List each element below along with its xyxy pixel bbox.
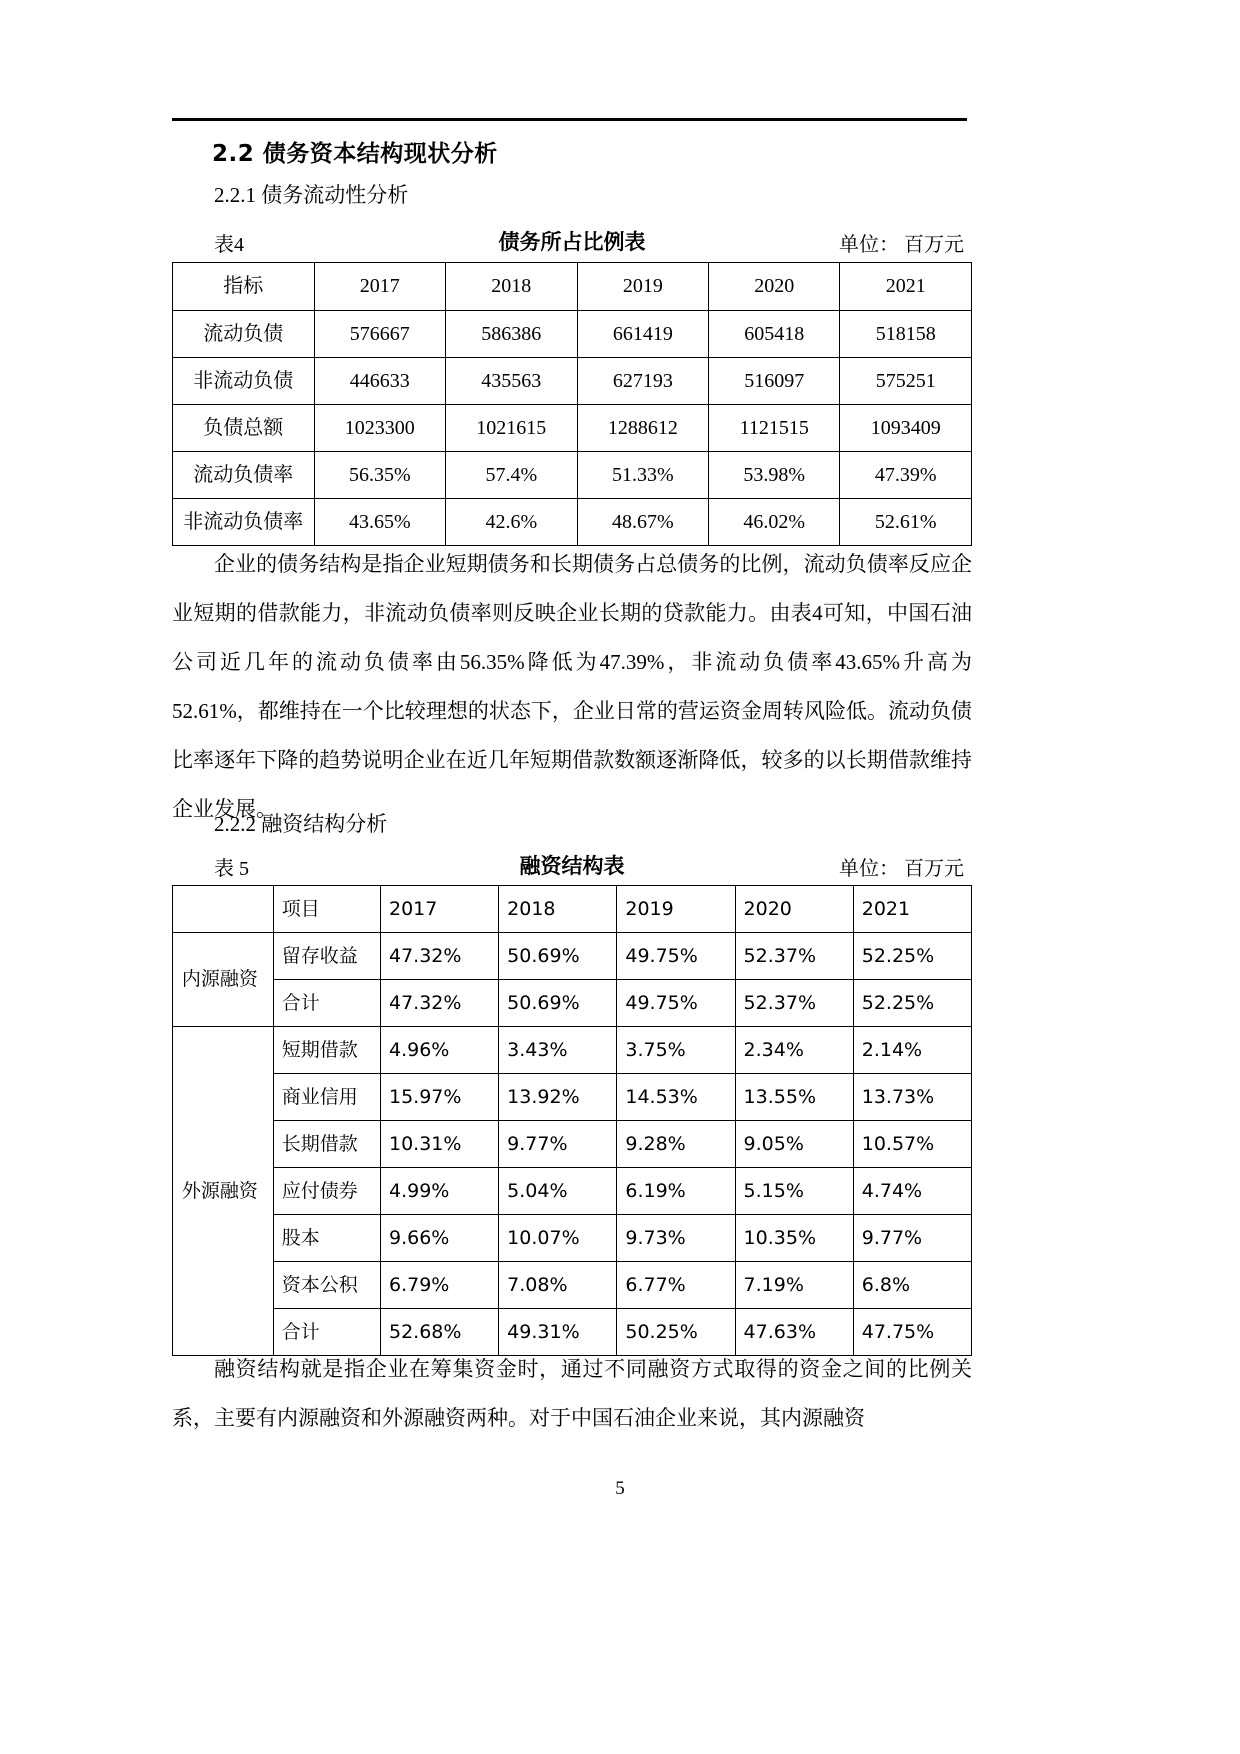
table4-cell: 57.4% <box>446 452 578 499</box>
table5-cell: 6.79% <box>380 1262 498 1309</box>
table5-cell: 47.32% <box>380 933 498 980</box>
table-debt-ratio-body <box>173 263 972 546</box>
table-row <box>173 1027 972 1074</box>
table4-cell: 446633 <box>314 358 446 405</box>
table-row <box>173 1262 972 1309</box>
table5-cell: 3.43% <box>499 1027 617 1074</box>
table5-cell: 52.37% <box>735 933 853 980</box>
table5-cell: 9.05% <box>735 1121 853 1168</box>
table5-header-cell: 2019 <box>617 886 735 933</box>
table5-cell: 15.97% <box>380 1074 498 1121</box>
table5-caption-title: 融资结构表 <box>519 854 625 878</box>
table4-cell: 47.39% <box>840 452 972 499</box>
table5-cell: 5.15% <box>735 1168 853 1215</box>
table5-header-cell: 2017 <box>380 886 498 933</box>
table5-cell: 6.19% <box>617 1168 735 1215</box>
table4-cell: 605418 <box>709 311 840 358</box>
table5-row-label: 短期借款 <box>273 1027 380 1074</box>
table5-cell: 6.77% <box>617 1262 735 1309</box>
table5-cell: 49.75% <box>617 933 735 980</box>
table5-cell: 9.66% <box>380 1215 498 1262</box>
subsection-heading-debt-liquidity: 2.2.1 债务流动性分析 <box>214 183 409 207</box>
table5-cell: 50.69% <box>499 980 617 1027</box>
table-financing-structure <box>172 885 972 1356</box>
table4-header-cell: 2017 <box>314 263 446 311</box>
table5-corner-cell <box>173 886 274 933</box>
table4-caption-title: 债务所占比例表 <box>498 230 646 254</box>
table5-cell: 2.34% <box>735 1027 853 1074</box>
table4-header-cell: 2021 <box>840 263 972 311</box>
table5-cell: 47.32% <box>380 980 498 1027</box>
table5-cell: 5.04% <box>499 1168 617 1215</box>
table4-cell: 56.35% <box>314 452 446 499</box>
table-row <box>173 358 972 405</box>
table5-cell: 7.19% <box>735 1262 853 1309</box>
table5-cell: 4.99% <box>380 1168 498 1215</box>
table4-row-label: 非流动负债率 <box>173 499 315 546</box>
table-row <box>173 1168 972 1215</box>
table4-row-label: 非流动负债 <box>173 358 315 405</box>
table4-cell: 1121515 <box>709 405 840 452</box>
table4-caption <box>172 228 972 256</box>
table-row <box>173 405 972 452</box>
table5-row-label: 合计 <box>273 1309 380 1356</box>
table-row-header <box>173 263 972 311</box>
table4-cell: 43.65% <box>314 499 446 546</box>
table5-cell: 10.07% <box>499 1215 617 1262</box>
table5-caption <box>172 852 972 880</box>
table4-header-cell: 2019 <box>577 263 709 311</box>
table4-cell: 516097 <box>709 358 840 405</box>
table5-cell: 13.55% <box>735 1074 853 1121</box>
table5-caption-unit: 单位： 百万元 <box>839 858 964 880</box>
table4-cell: 52.61% <box>840 499 972 546</box>
table-financing-body <box>173 886 972 1356</box>
table4-cell: 575251 <box>840 358 972 405</box>
table5-cell: 47.63% <box>735 1309 853 1356</box>
table4-cell: 42.6% <box>446 499 578 546</box>
table4-cell: 518158 <box>840 311 972 358</box>
table5-cell: 9.77% <box>853 1215 971 1262</box>
table5-row-label: 留存收益 <box>273 933 380 980</box>
table4-cell: 627193 <box>577 358 709 405</box>
table5-cell: 52.68% <box>380 1309 498 1356</box>
table5-cell: 50.69% <box>499 933 617 980</box>
table5-cell: 3.75% <box>617 1027 735 1074</box>
table4-header-cell: 2020 <box>709 263 840 311</box>
table4-row-label: 流动负债率 <box>173 452 315 499</box>
table-row <box>173 980 972 1027</box>
table5-group-label-internal: 内源融资 <box>173 933 274 1027</box>
table-row <box>173 1215 972 1262</box>
table4-cell: 435563 <box>446 358 578 405</box>
table5-group-label-external: 外源融资 <box>173 1027 274 1356</box>
paragraph-financing-structure: 融资结构就是指企业在筹集资金时，通过不同融资方式取得的资金之间的比例关系，主要有内源融资和外源融资两种。对于中国石油企业来说，其内源融资 <box>172 1357 972 1430</box>
table4-cell: 48.67% <box>577 499 709 546</box>
table4-cell: 576667 <box>314 311 446 358</box>
page-number: 5 <box>615 1478 625 1499</box>
table-row <box>173 311 972 358</box>
table4-cell: 51.33% <box>577 452 709 499</box>
table5-cell: 9.28% <box>617 1121 735 1168</box>
table-row <box>173 933 972 980</box>
table5-cell: 10.57% <box>853 1121 971 1168</box>
table4-cell: 1093409 <box>840 405 972 452</box>
table5-cell: 13.73% <box>853 1074 971 1121</box>
table4-cell: 1288612 <box>577 405 709 452</box>
table5-row-label: 资本公积 <box>273 1262 380 1309</box>
table4-header-cell: 2018 <box>446 263 578 311</box>
table4-caption-label: 表4 <box>214 234 244 256</box>
table5-cell: 7.08% <box>499 1262 617 1309</box>
table5-row-label: 长期借款 <box>273 1121 380 1168</box>
table4-cell: 661419 <box>577 311 709 358</box>
table-row <box>173 1074 972 1121</box>
table-row <box>173 1121 972 1168</box>
table5-cell: 49.31% <box>499 1309 617 1356</box>
table5-cell: 4.96% <box>380 1027 498 1074</box>
table5-cell: 2.14% <box>853 1027 971 1074</box>
table5-cell: 6.8% <box>853 1262 971 1309</box>
table4-cell: 586386 <box>446 311 578 358</box>
table5-header-cell: 2021 <box>853 886 971 933</box>
table5-cell: 9.77% <box>499 1121 617 1168</box>
table5-cell: 14.53% <box>617 1074 735 1121</box>
table4-cell: 53.98% <box>709 452 840 499</box>
table4-cell: 46.02% <box>709 499 840 546</box>
table5-cell: 52.25% <box>853 933 971 980</box>
table4-cell: 1021615 <box>446 405 578 452</box>
table4-row-label: 负债总额 <box>173 405 315 452</box>
table5-cell: 50.25% <box>617 1309 735 1356</box>
table5-header-cell: 项目 <box>273 886 380 933</box>
paragraph-debt-liquidity: 企业的债务结构是指企业短期债务和长期债务占总债务的比例，流动负债率反应企业短期的借款能力，非流动负债率则反映企业长期的贷款能力。由表4可知，中国石油公司近几年的流动负债率由56.35%降低为47.39%，非流动负债率43.65%升高为52.61%，都维持在一个比较理想的状态下，企业日常的营运资金周转风险低。流动负债比率逐年下降的趋势说明企业在近几年短期借款数额逐渐降低，较多的以长期借款维持企业发展。 <box>172 552 972 821</box>
table5-cell: 13.92% <box>499 1074 617 1121</box>
header-rule <box>172 118 967 121</box>
table4-header-cell: 指标 <box>173 263 315 311</box>
table5-cell: 52.37% <box>735 980 853 1027</box>
table4-caption-unit: 单位： 百万元 <box>839 234 964 256</box>
table-row-header <box>173 886 972 933</box>
table5-row-label: 应付债券 <box>273 1168 380 1215</box>
subsection-heading-financing-structure: 2.2.2 融资结构分析 <box>214 812 388 836</box>
table-debt-ratio <box>172 262 972 546</box>
table4-row-label: 流动负债 <box>173 311 315 358</box>
table-row <box>173 452 972 499</box>
table5-row-label: 商业信用 <box>273 1074 380 1121</box>
section-heading: 2.2 债务资本结构现状分析 <box>212 141 498 167</box>
table5-cell: 4.74% <box>853 1168 971 1215</box>
table4-cell: 1023300 <box>314 405 446 452</box>
table5-cell: 49.75% <box>617 980 735 1027</box>
table5-row-label: 股本 <box>273 1215 380 1262</box>
table5-caption-label: 表 5 <box>214 858 249 880</box>
table5-cell: 10.31% <box>380 1121 498 1168</box>
table5-cell: 10.35% <box>735 1215 853 1262</box>
table5-header-cell: 2020 <box>735 886 853 933</box>
table5-cell: 9.73% <box>617 1215 735 1262</box>
table-row <box>173 499 972 546</box>
table5-header-cell: 2018 <box>499 886 617 933</box>
table5-cell: 52.25% <box>853 980 971 1027</box>
table5-cell: 47.75% <box>853 1309 971 1356</box>
table5-row-label: 合计 <box>273 980 380 1027</box>
